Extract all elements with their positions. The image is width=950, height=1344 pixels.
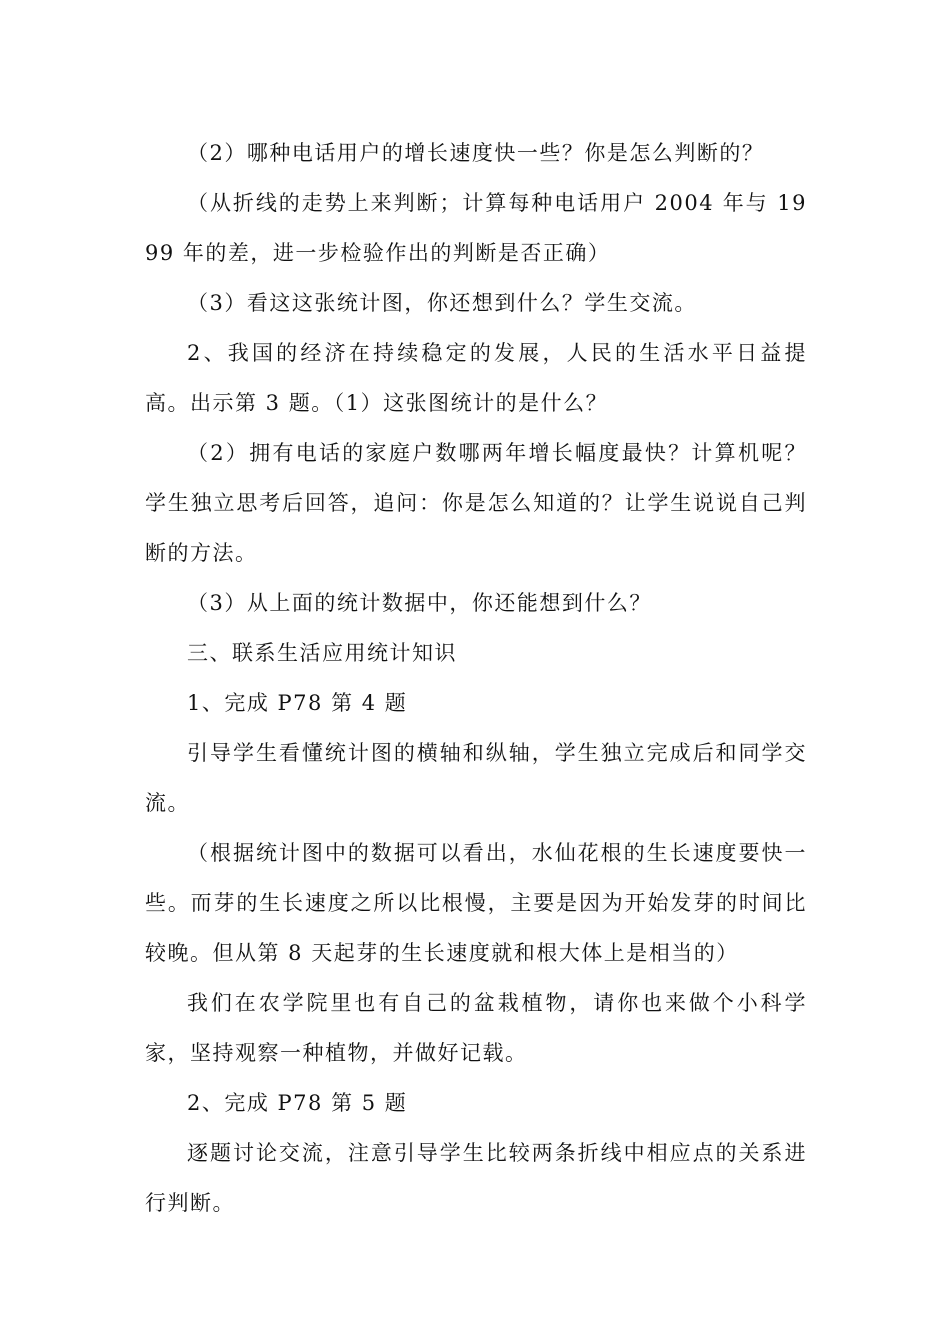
paragraph-question-growth: （2）拥有电话的家庭户数哪两年增长幅度最快？计算机呢？学生独立思考后回答，追问：你是怎么知道的？让学生说说自己判断的方法。 <box>145 441 807 565</box>
paragraph-task-2: 2、完成 P78 第 5 题 <box>187 1091 408 1115</box>
paragraph-discussion: 逐题讨论交流，注意引导学生比较两条折线中相应点的关系进行判断。 <box>145 1141 807 1215</box>
paragraph-item-2: 2、我国的经济在持续稳定的发展，人民的生活水平日益提高。出示第 3 题。（1）这张图统计的是什么？ <box>145 341 807 415</box>
paragraph-activity: 我们在农学院里也有自己的盆栽植物，请你也来做个小科学家，坚持观察一种植物，并做好记载。 <box>145 991 807 1065</box>
paragraph-question-2: （2）哪种电话用户的增长速度快一些？你是怎么判断的？ <box>187 141 765 165</box>
paragraph-task-1: 1、完成 P78 第 4 题 <box>187 691 408 715</box>
document-body <box>145 128 807 1228</box>
paragraph-explanation: （根据统计图中的数据可以看出，水仙花根的生长速度要快一些。而芽的生长速度之所以比根慢，主要是因为开始发芽的时间比较晚。但从第 8 天起芽的生长速度就和根大体上是相当的） <box>145 841 807 965</box>
paragraph-answer-hint: （从折线的走势上来判断；计算每种电话用户 2004 年与 1999 年的差，进一步检验作出的判断是否正确） <box>145 191 807 265</box>
paragraph-question-think: （3）从上面的统计数据中，你还能想到什么？ <box>187 591 652 615</box>
paragraph-question-3: （3）看这这张统计图，你还想到什么？学生交流。 <box>187 291 697 315</box>
paragraph-guide: 引导学生看懂统计图的横轴和纵轴，学生独立完成后和同学交流。 <box>145 741 807 815</box>
section-heading: 三、联系生活应用统计知识 <box>187 641 457 665</box>
